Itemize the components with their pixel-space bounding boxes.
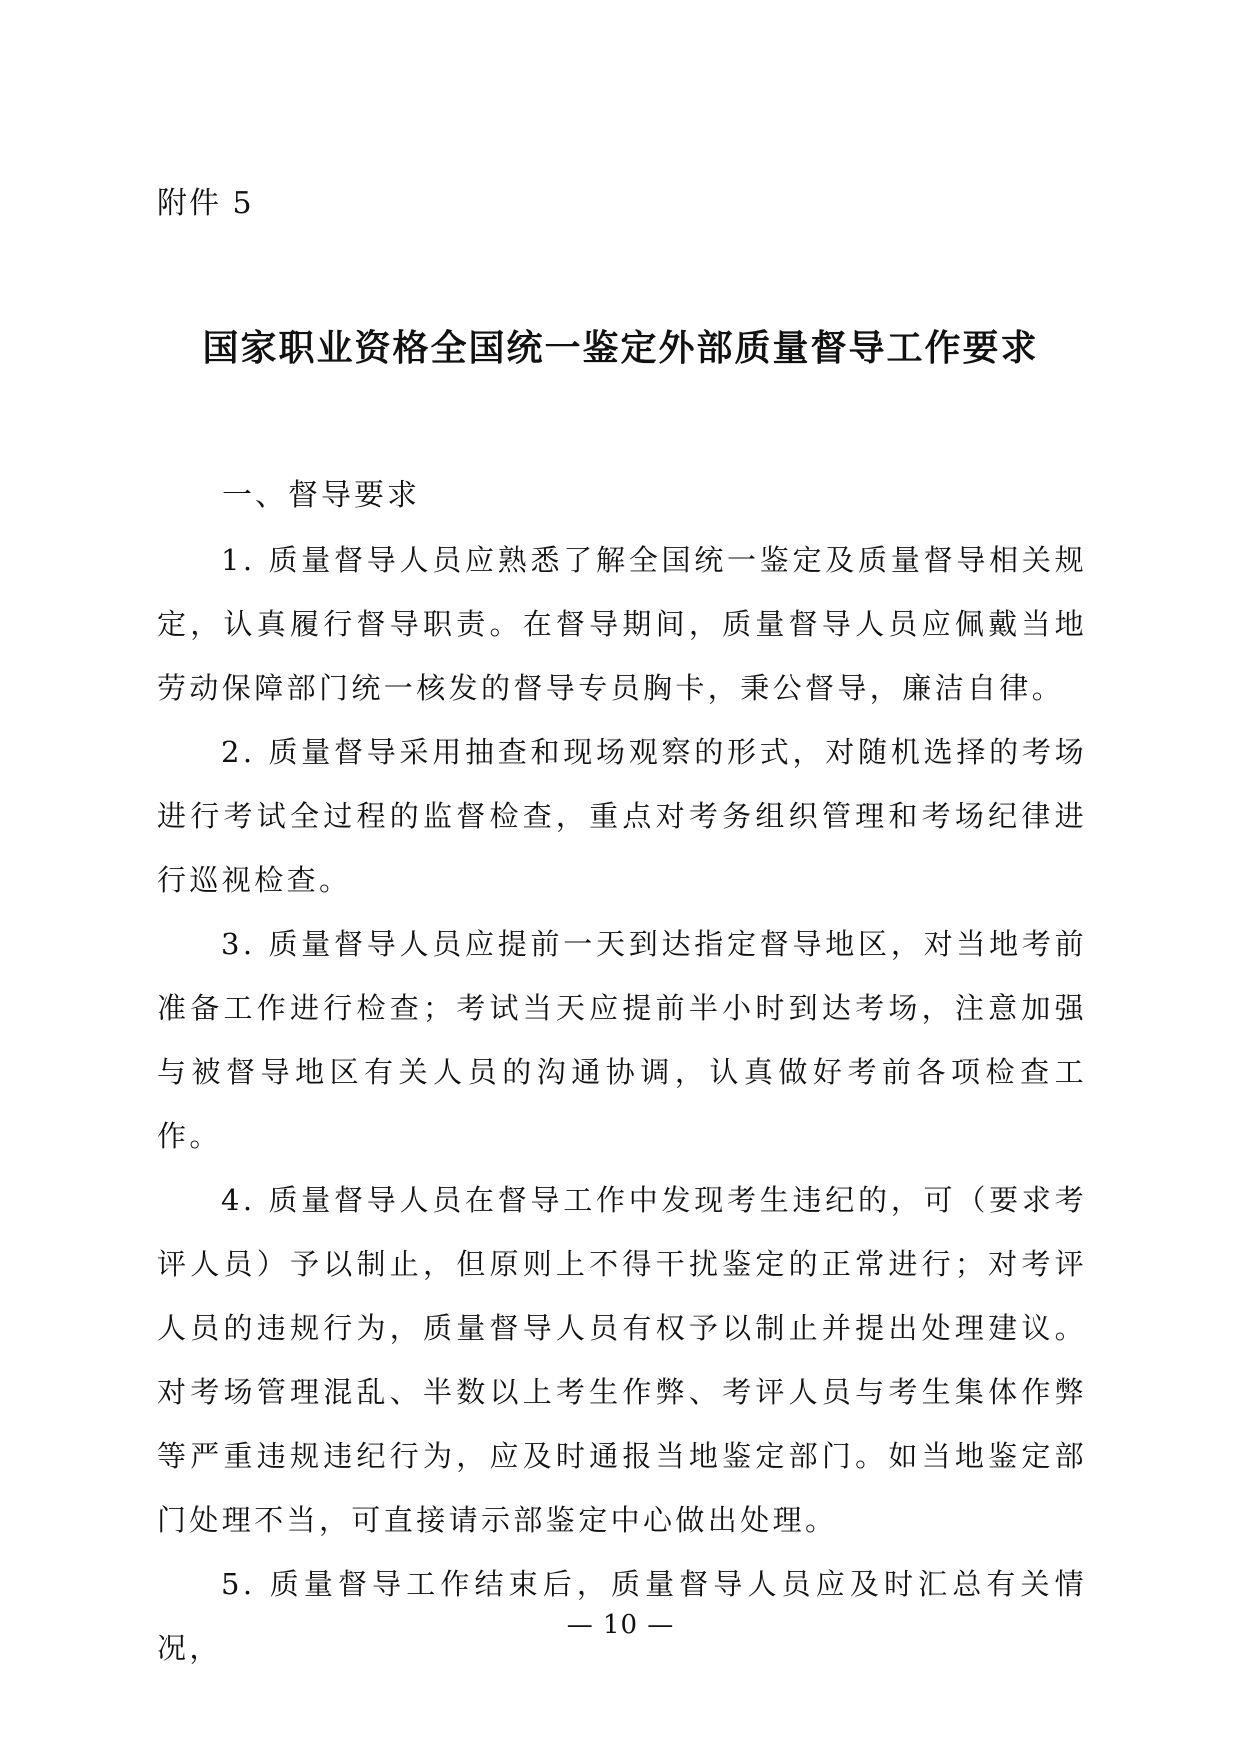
document-title: 国家职业资格全国统一鉴定外部质量督导工作要求	[202, 328, 1039, 369]
page-number: — 10 —	[566, 1610, 675, 1640]
document-body	[157, 528, 1087, 1680]
attachment-label: 附件 5	[157, 186, 254, 221]
paragraph-1: 1. 质量督导人员应熟悉了解全国统一鉴定及质量督导相关规定，认真履行督导职责。在督导期间，质量督导人员应佩戴当地劳动保障部门统一核发的督导专员胸卡，秉公督导，廉洁自律。	[157, 543, 1087, 705]
section-heading: 一、督导要求	[222, 478, 420, 513]
paragraph-2: 2. 质量督导采用抽查和现场观察的形式，对随机选择的考场进行考试全过程的监督检查，重点对考务组织管理和考场纪律进行巡视检查。	[157, 735, 1087, 897]
paragraph-3: 3. 质量督导人员应提前一天到达指定督导地区，对当地考前准备工作进行检查；考试当天应提前半小时到达考场，注意加强与被督导地区有关人员的沟通协调，认真做好考前各项检查工作。	[157, 927, 1087, 1153]
paragraph-4: 4. 质量督导人员在督导工作中发现考生违纪的，可（要求考评人员）予以制止，但原则上不得干扰鉴定的正常进行；对考评人员的违规行为，质量督导人员有权予以制止并提出处理建议。对考场管理混乱、半数以上考生作弊、考评人员与考生集体作弊等严重违规违纪行为，应及时通报当地鉴定部门。如当地鉴定部门处理不当，可直接请示部鉴定中心做出处理。	[157, 1183, 1087, 1537]
paragraph-5: 5. 质量督导工作结束后，质量督导人员应及时汇总有关情况，	[157, 1567, 1087, 1665]
